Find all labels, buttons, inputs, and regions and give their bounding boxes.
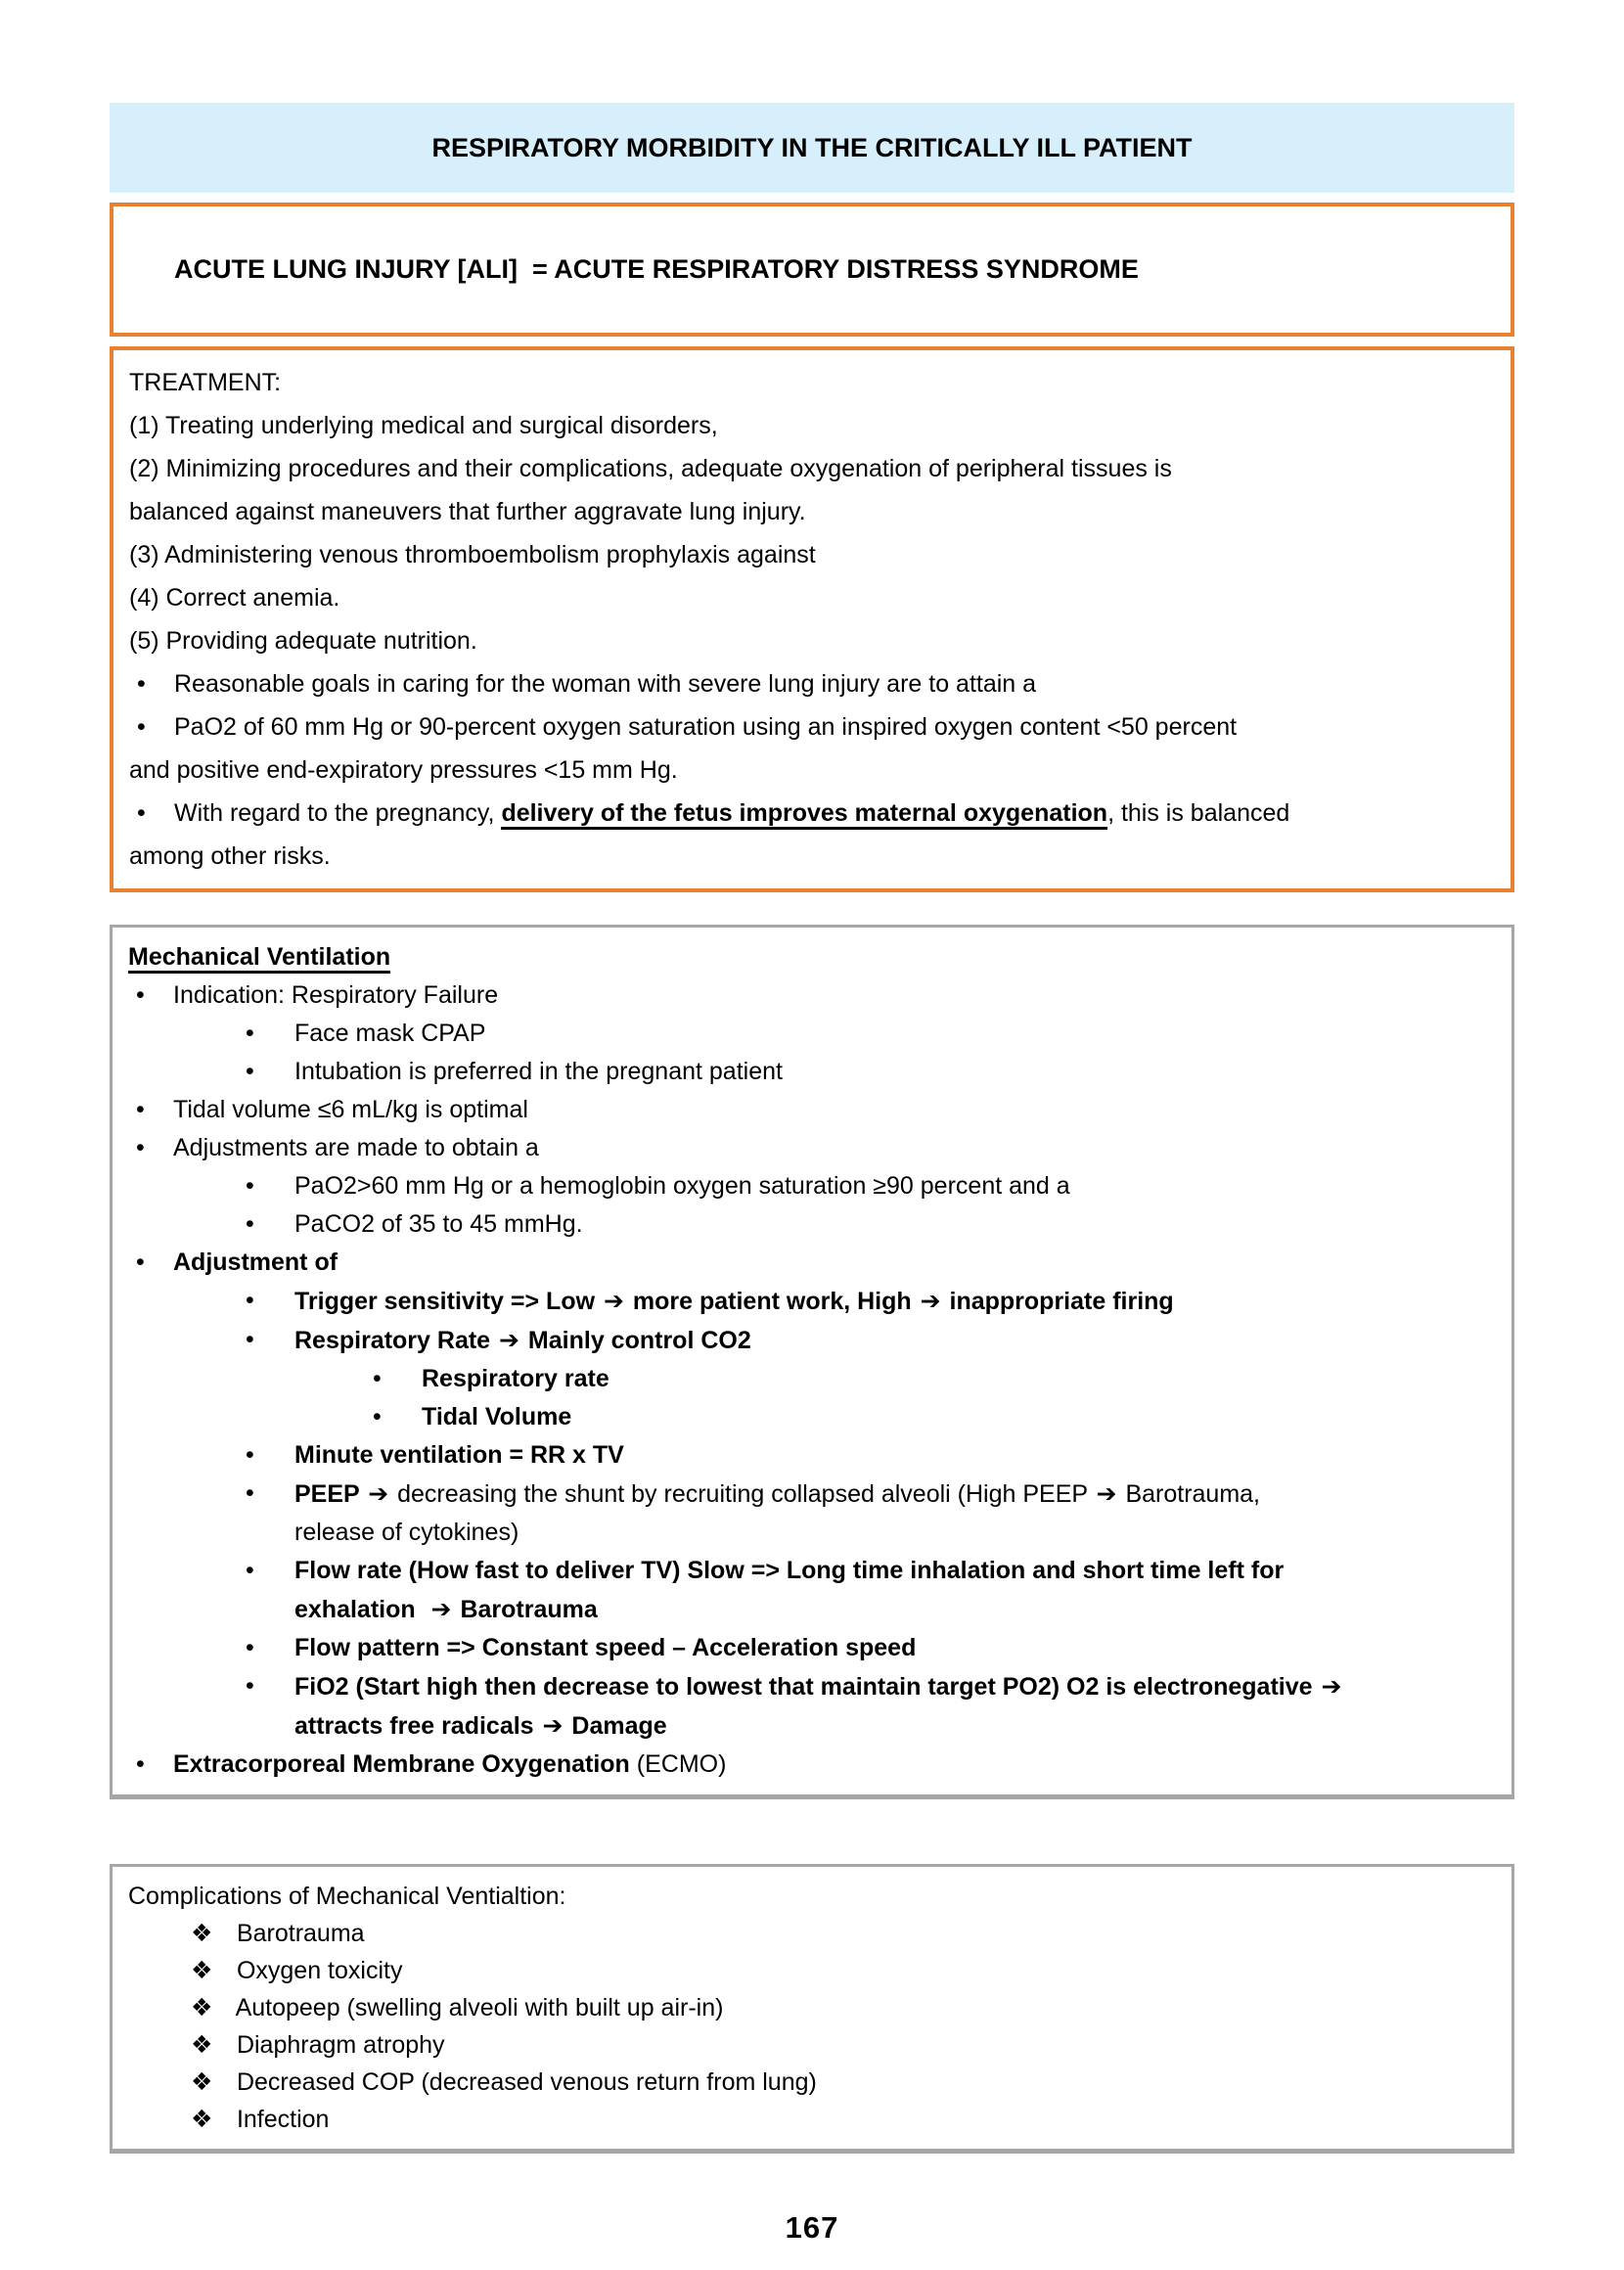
dot-bullet-icon: •	[246, 1172, 254, 1200]
text-line	[128, 1091, 1496, 1129]
text-segment: PaO2 of 60 mm Hg or 90-percent oxygen saturation using an inspired oxygen content <50 percent	[174, 713, 1238, 741]
text-segment: Mainly control CO2	[520, 1327, 751, 1354]
text-segment: and positive end-expiratory pressures <15 mm Hg.	[129, 756, 678, 784]
text-line	[128, 1552, 1496, 1590]
text-segment: Mechanical Ventilation	[128, 943, 390, 974]
text-line	[129, 447, 1495, 490]
text-line	[129, 749, 1495, 792]
text-line	[129, 792, 1495, 835]
text-line	[128, 976, 1496, 1015]
dot-bullet-icon: •	[137, 713, 146, 741]
text-segment: Tidal volume ≤6 mL/kg is optimal	[173, 1096, 528, 1123]
text-segment: Complications of Mechanical Ventialtion:	[128, 1883, 566, 1910]
text-line	[128, 1629, 1496, 1667]
text-segment: (5) Providing adequate nutrition.	[129, 627, 477, 655]
text-line	[128, 1514, 1496, 1552]
text-segment: (3) Administering venous thromboembolism prophylaxis against	[129, 541, 816, 568]
page-number: 167	[785, 2210, 839, 2245]
dot-bullet-icon: •	[246, 1210, 254, 1238]
arrow-right-icon: ➔	[604, 1287, 624, 1315]
dot-bullet-icon: •	[246, 1287, 254, 1314]
text-segment: Diaphragm atrophy	[230, 2031, 445, 2059]
text-segment: Flow rate (How fast to deliver TV) Slow => Long time inhalation and short time left for	[294, 1557, 1285, 1584]
text-segment: (2) Minimizing procedures and their complications, adequate oxygenation of peripheral tissues is	[129, 455, 1172, 482]
text-line	[128, 1398, 1496, 1436]
treatment-box	[110, 346, 1514, 892]
treatment-lines	[113, 350, 1511, 888]
document-content	[110, 103, 1514, 2246]
arrow-right-icon: ➔	[920, 1287, 941, 1315]
text-segment: Barotrauma,	[1118, 1480, 1261, 1508]
diamond-bullet-icon: ❖	[191, 2067, 213, 2096]
text-segment: Extracorporeal Membrane Oxygenation	[173, 1750, 630, 1778]
dot-bullet-icon: •	[136, 981, 145, 1009]
complications-lines	[113, 1867, 1511, 2149]
dot-bullet-icon: •	[246, 1020, 254, 1047]
text-segment: Respiratory rate	[422, 1365, 609, 1392]
text-line	[128, 1360, 1496, 1398]
dot-bullet-icon: •	[136, 1096, 145, 1123]
text-segment: Adjustments are made to obtain a	[173, 1134, 539, 1161]
text-segment: Intubation is preferred in the pregnant patient	[294, 1058, 783, 1085]
ali-heading: ACUTE LUNG INJURY [ALI] = ACUTE RESPIRATORY DISTRESS SYNDROME	[174, 254, 1139, 284]
diamond-bullet-icon: ❖	[191, 1919, 213, 1947]
text-segment: attracts free radicals	[294, 1712, 541, 1740]
dot-bullet-icon: •	[246, 1557, 254, 1584]
text-line	[128, 1436, 1496, 1475]
text-segment: TREATMENT:	[129, 369, 282, 396]
text-segment: (1) Treating underlying medical and surgical disorders,	[129, 412, 718, 439]
text-segment: , this is balanced	[1107, 799, 1290, 827]
dot-bullet-icon: •	[246, 1441, 254, 1469]
text-line	[128, 1282, 1496, 1321]
text-segment: Autopeep (swelling alveoli with built up air-in)	[230, 1994, 724, 2021]
text-line	[128, 1129, 1496, 1167]
text-line	[128, 1053, 1496, 1091]
text-line	[128, 1706, 1496, 1746]
dot-bullet-icon: •	[373, 1365, 382, 1392]
dot-bullet-icon: •	[246, 1672, 254, 1700]
text-segment: exhalation	[294, 1596, 429, 1623]
page-title-band	[110, 103, 1514, 193]
text-line	[129, 404, 1495, 447]
text-segment: PaCO2 of 35 to 45 mmHg.	[294, 1210, 583, 1238]
text-line	[128, 1746, 1496, 1784]
text-segment: delivery of the fetus improves maternal oxygenation	[501, 799, 1107, 830]
dot-bullet-icon: •	[246, 1479, 254, 1507]
text-line	[128, 1952, 1496, 1989]
diamond-bullet-icon: ❖	[191, 1956, 213, 1984]
arrow-right-icon: ➔	[1321, 1672, 1342, 1701]
text-line	[128, 1590, 1496, 1629]
text-line	[128, 1667, 1496, 1706]
text-segment: Oxygen toxicity	[230, 1957, 403, 1984]
text-segment: Adjustment of	[173, 1248, 338, 1276]
text-segment: Trigger sensitivity => Low	[294, 1288, 602, 1315]
dot-bullet-icon: •	[137, 799, 146, 827]
text-segment: Barotrauma	[230, 1920, 365, 1947]
text-line	[129, 662, 1495, 705]
complications-box	[110, 1864, 1514, 2154]
text-line	[128, 1878, 1496, 1915]
text-line	[128, 1244, 1496, 1282]
text-segment: Infection	[230, 2106, 330, 2133]
diamond-bullet-icon: ❖	[191, 2105, 213, 2133]
text-segment: With regard to the pregnancy,	[174, 799, 502, 827]
text-line	[128, 1205, 1496, 1244]
text-segment: Face mask CPAP	[294, 1020, 486, 1047]
text-segment: (4) Correct anemia.	[129, 584, 340, 612]
dot-bullet-icon: •	[137, 670, 146, 698]
text-line	[128, 1475, 1496, 1514]
arrow-right-icon: ➔	[542, 1711, 564, 1740]
text-segment: Indication: Respiratory Failure	[173, 981, 499, 1009]
mechanical-ventilation-box	[110, 925, 1514, 1799]
text-segment: Flow pattern => Constant speed – Acceleration speed	[294, 1634, 917, 1661]
dot-bullet-icon: •	[246, 1058, 254, 1085]
text-segment: PaO2>60 mm Hg or a hemoglobin oxygen saturation ≥90 percent and a	[294, 1172, 1070, 1200]
text-segment: among other risks.	[129, 842, 331, 870]
text-line	[129, 619, 1495, 662]
text-line	[128, 1989, 1496, 2026]
text-line	[128, 1167, 1496, 1205]
text-line	[128, 2101, 1496, 2138]
dot-bullet-icon: •	[136, 1248, 145, 1276]
text-line	[128, 1915, 1496, 1952]
text-line	[129, 533, 1495, 576]
text-line	[129, 705, 1495, 749]
text-segment: Reasonable goals in caring for the woman with severe lung injury are to attain a	[174, 670, 1037, 698]
text-segment: Tidal Volume	[422, 1403, 572, 1430]
dot-bullet-icon: •	[136, 1134, 145, 1161]
text-segment: Damage	[564, 1712, 667, 1740]
text-segment: (ECMO)	[629, 1750, 727, 1778]
diamond-bullet-icon: ❖	[191, 2030, 213, 2059]
text-segment: inappropriate firing	[942, 1288, 1174, 1315]
text-line	[128, 938, 1496, 976]
text-segment: Barotrauma	[453, 1596, 598, 1623]
arrow-right-icon: ➔	[368, 1479, 389, 1508]
text-segment: Decreased COP (decreased venous return from lung)	[230, 2068, 817, 2096]
arrow-right-icon: ➔	[499, 1326, 519, 1354]
arrow-right-icon: ➔	[1096, 1479, 1117, 1508]
text-line	[128, 1321, 1496, 1360]
dot-bullet-icon: •	[136, 1750, 145, 1778]
dot-bullet-icon: •	[373, 1403, 382, 1430]
text-segment: PEEP	[294, 1480, 367, 1508]
text-segment: more patient work, High	[625, 1288, 919, 1315]
ali-heading-box	[110, 203, 1514, 337]
text-segment: balanced against maneuvers that further aggravate lung injury.	[129, 498, 806, 525]
text-segment: FiO2 (Start high then decrease to lowest that maintain target PO2) O2 is electronegative	[294, 1673, 1320, 1701]
dot-bullet-icon: •	[246, 1634, 254, 1661]
text-line	[128, 2064, 1496, 2101]
text-line	[128, 2026, 1496, 2064]
page-title: RESPIRATORY MORBIDITY IN THE CRITICALLY ILL PATIENT	[431, 132, 1193, 162]
text-line	[129, 835, 1495, 878]
dot-bullet-icon: •	[246, 1326, 254, 1353]
text-line	[128, 1015, 1496, 1053]
text-line	[129, 576, 1495, 619]
diamond-bullet-icon: ❖	[191, 1993, 213, 2021]
text-line	[129, 490, 1495, 533]
text-segment: release of cytokines)	[294, 1519, 519, 1546]
text-segment: Minute ventilation = RR x TV	[294, 1441, 624, 1469]
mechanical-ventilation-lines	[113, 928, 1511, 1794]
arrow-right-icon: ➔	[430, 1595, 452, 1623]
text-line	[129, 361, 1495, 404]
text-segment: decreasing the shunt by recruiting collapsed alveoli (High PEEP	[390, 1480, 1095, 1508]
text-segment: Respiratory Rate	[294, 1327, 498, 1354]
